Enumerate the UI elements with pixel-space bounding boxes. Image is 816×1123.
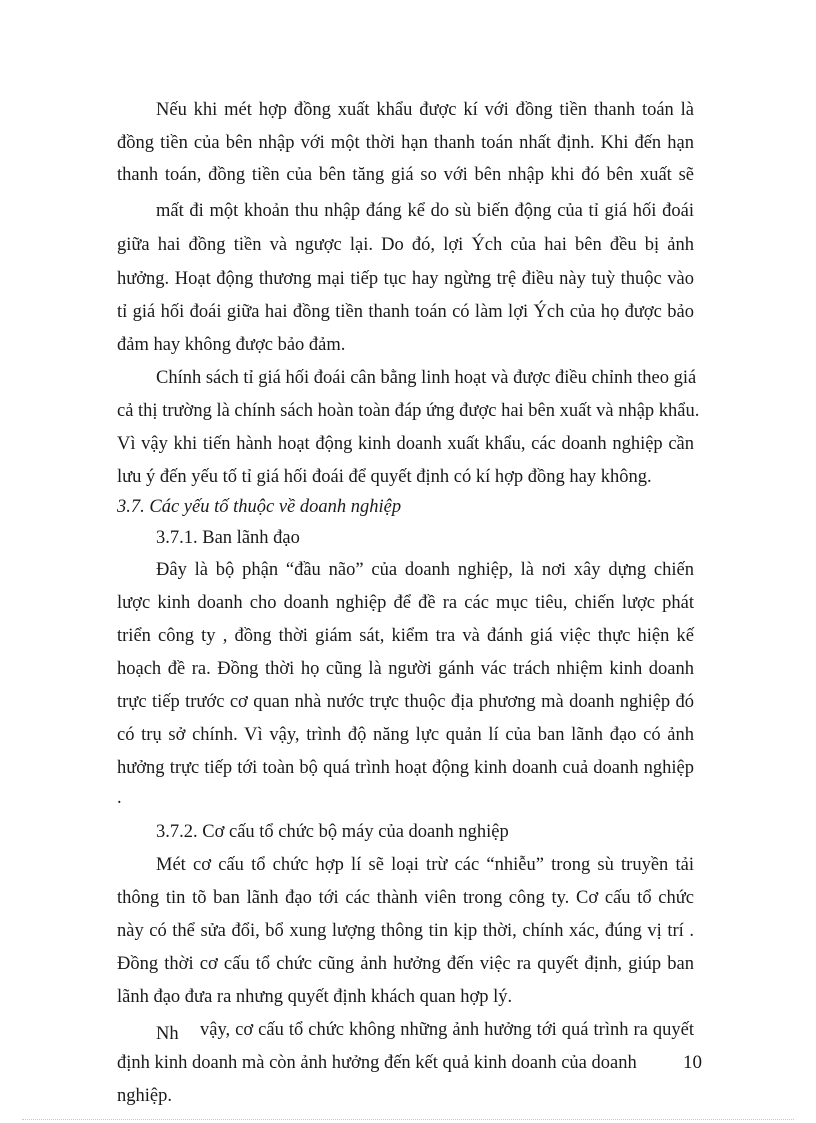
text-line: định kinh doanh mà còn ảnh hưởng đến kết quả kinh doanh của doanh xyxy=(117,1053,637,1073)
text-line: đồng tiền của bên nhập với một thời hạn thanh toán nhất định. Khi đến hạn xyxy=(117,133,694,153)
text-line: giữa hai đồng tiền và ngược lại. Do đó, lợi Ých của hai bên đều bị ảnh xyxy=(117,235,694,255)
page-number: 10 xyxy=(683,1052,702,1073)
text-line: có trụ sở chính. Vì vậy, trình độ năng lực quản lí của ban lãnh đạo có ảnh xyxy=(117,725,694,745)
text-line: Đồng thời cơ cấu tổ chức cũng ảnh hưởng đến việc ra quyết định, giúp ban xyxy=(117,954,694,974)
bottom-divider xyxy=(22,1119,794,1120)
text-line: cả thị trường là chính sách hoàn toàn đáp ứng được hai bên xuất và nhập khẩu. xyxy=(117,401,700,421)
text-line: lưu ý đến yếu tố tỉ giá hối đoái để quyết định có kí hợp đồng hay không. xyxy=(117,467,652,487)
text-line: này có thể sửa đổi, bổ xung lượng thông tin kịp thời, chính xác, đúng vị trí . xyxy=(117,921,694,941)
text-line: hoạch đề ra. Đồng thời họ cũng là người gánh vác trách nhiệm kinh doanh xyxy=(117,659,694,679)
text-line: tỉ giá hối đoái giữa hai đồng tiền thanh toán có làm lợi Ých của họ được bảo xyxy=(117,302,694,322)
text-line: Nếu khi mét hợp đồng xuất khẩu được kí với đồng tiền thanh toán là xyxy=(156,100,694,120)
text-line: nghiệp. xyxy=(117,1086,172,1106)
text-line: Đây là bộ phận “đầu não” của doanh nghiệp, là nơi xây dựng chiến xyxy=(156,560,694,580)
text-line: hưởng. Hoạt động thương mại tiếp tục hay ngừng trệ điều này tuỳ thuộc vào xyxy=(117,269,694,289)
subsection-heading: 3.7.1. Ban lãnh đạo xyxy=(156,528,300,548)
text-line: trực tiếp trước cơ quan nhà nước trực thuộc địa phương mà doanh nghiệp đó xyxy=(117,692,694,712)
text-line: . xyxy=(117,788,122,808)
text-line: Vì vậy khi tiến hành hoạt động kinh doanh xuất khẩu, các doanh nghiệp cần xyxy=(117,434,694,454)
text-line: lãnh đạo đưa ra nhưng quyết định khách quan hợp lý. xyxy=(117,987,513,1007)
text-line: thông tin tõ ban lãnh đạo tới các thành viên trong công ty. Cơ cấu tổ chức xyxy=(117,888,694,908)
text-line: thanh toán, đồng tiền của bên tăng giá so với bên nhập khi đó bên xuất sẽ xyxy=(117,165,694,185)
text-fragment: Nh xyxy=(156,1024,179,1044)
text-line: đảm hay không được bảo đảm. xyxy=(117,335,346,355)
text-line: mất đi một khoản thu nhập đáng kể do sù biến động của tỉ giá hối đoái xyxy=(156,201,694,221)
subsection-heading: 3.7.2. Cơ cấu tổ chức bộ máy của doanh nghiệp xyxy=(156,822,509,842)
text-line: vậy, cơ cấu tổ chức không những ảnh hưởng tới quá trình ra quyết xyxy=(200,1020,694,1040)
text-line: lược kinh doanh cho doanh nghiệp để đề ra các mục tiêu, chiến lược phát xyxy=(117,593,694,613)
text-line: Mét cơ cấu tổ chức hợp lí sẽ loại trừ các “nhiễu” trong sù truyền tải xyxy=(156,855,694,875)
text-line: triển công ty , đồng thời giám sát, kiểm tra và đánh giá việc thực hiện kế xyxy=(117,626,694,646)
text-line: Chính sách tỉ giá hối đoái cân bằng linh hoạt và được điều chỉnh theo giá xyxy=(156,368,697,388)
text-line: hưởng trực tiếp tới toàn bộ quá trình hoạt động kinh doanh cuả doanh nghiệp xyxy=(117,758,694,778)
section-heading: 3.7. Các yếu tố thuộc về doanh nghiệp xyxy=(117,497,402,517)
